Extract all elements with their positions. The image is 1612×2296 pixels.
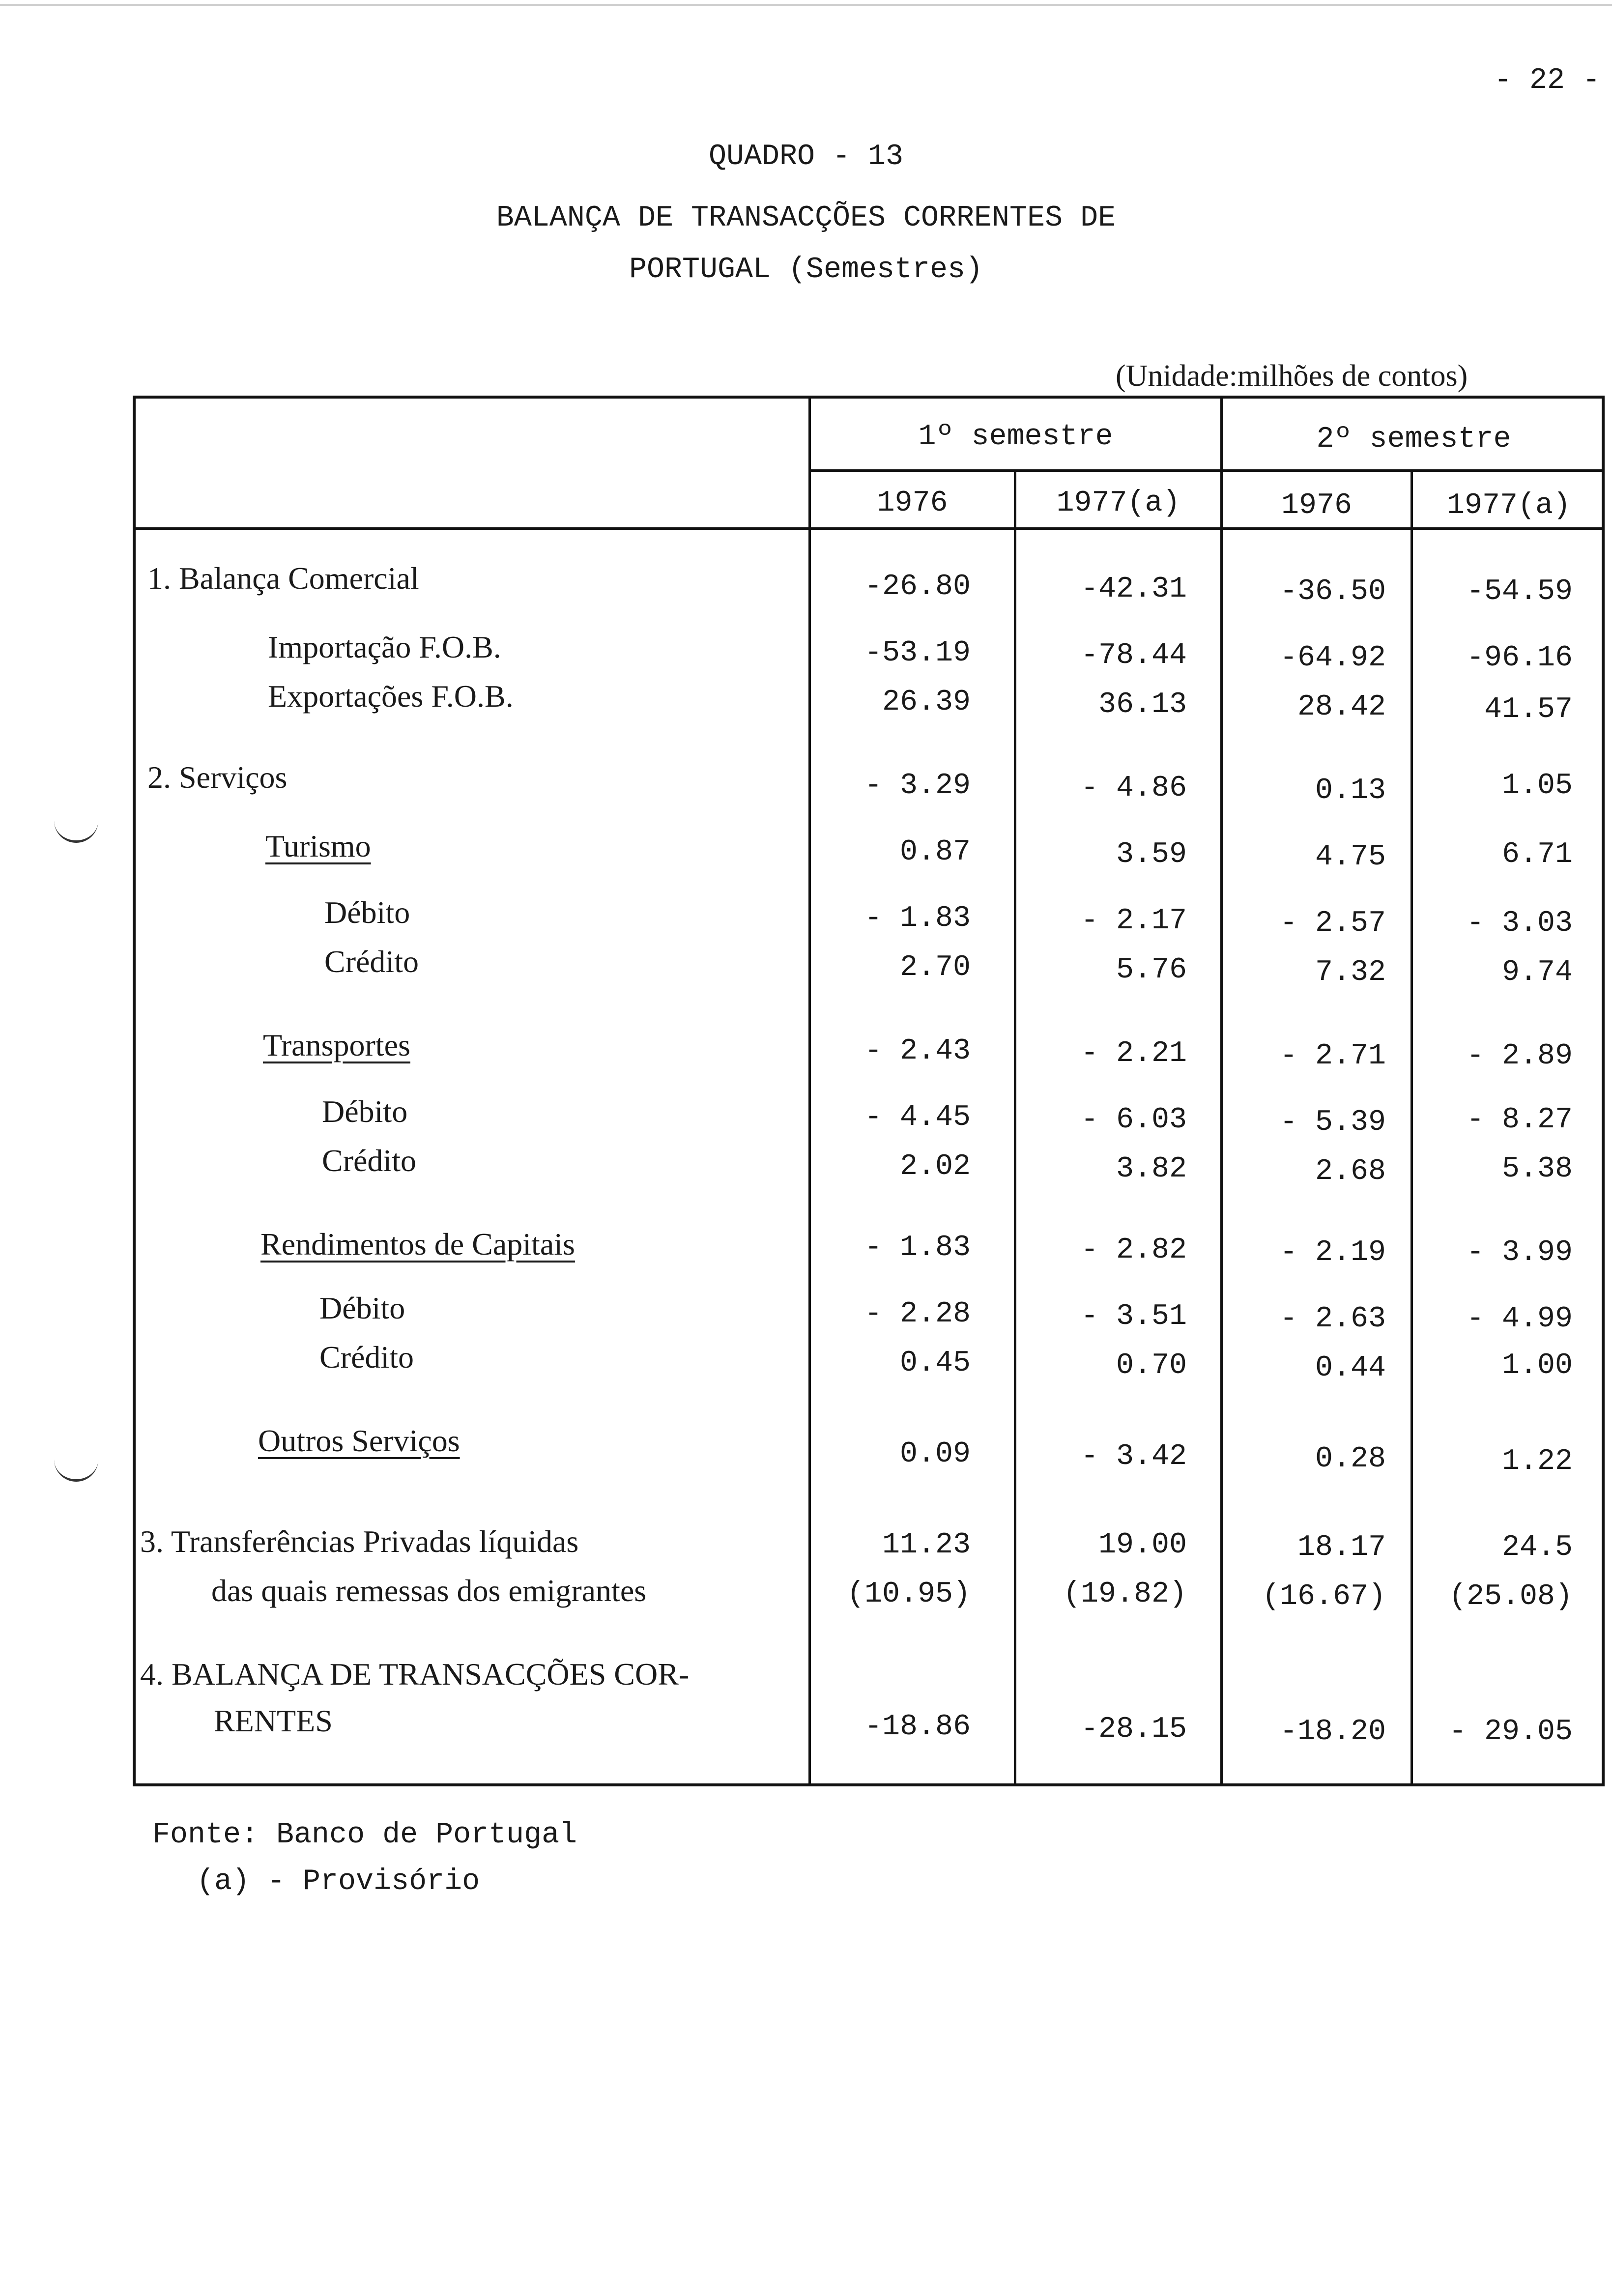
cell-value: - 6.03 (1080, 1103, 1187, 1137)
row-label-credit: Crédito (319, 1340, 414, 1375)
cell-value: - 29.05 (1448, 1715, 1573, 1749)
cell-value: - 3.29 (864, 769, 971, 803)
row-label-imports: Importação F.O.B. (268, 630, 501, 664)
table-title-line2: PORTUGAL (Semestres) (629, 253, 983, 287)
col-divider (1014, 469, 1016, 1786)
header-year: 1977(a) (1056, 487, 1180, 520)
row-label-transport: Transportes (263, 1028, 410, 1062)
cell-value: 3.59 (1116, 838, 1187, 871)
row-label-trade-balance: 1. Balança Comercial (147, 561, 419, 596)
cell-value: - 5.39 (1279, 1106, 1386, 1139)
cell-value: -18.20 (1279, 1715, 1386, 1749)
cell-value: - 2.71 (1279, 1039, 1386, 1073)
cell-value: 26.39 (882, 686, 971, 719)
header-bottom-line (133, 527, 1605, 530)
row-label-tourism: Turismo (265, 829, 371, 863)
cell-value: - 2.17 (1080, 904, 1187, 938)
row-label-capital-income: Rendimentos de Capitais (260, 1227, 575, 1262)
cell-value: (16.67) (1262, 1580, 1386, 1613)
cell-value: 41.57 (1484, 693, 1573, 726)
cell-value: -53.19 (864, 636, 971, 670)
cell-value: 1.00 (1501, 1349, 1573, 1382)
cell-value: - 3.42 (1080, 1440, 1187, 1473)
cell-value: - 4.99 (1466, 1302, 1573, 1336)
cell-value: - 1.83 (864, 902, 971, 935)
row-label-emigrant-remittances: das quais remessas dos emigrantes (211, 1573, 647, 1608)
cell-value: 19.00 (1098, 1528, 1187, 1562)
cell-value: -36.50 (1279, 575, 1386, 608)
cell-value: - 2.19 (1279, 1236, 1386, 1269)
cell-value: 18.17 (1297, 1531, 1386, 1564)
punch-hole-mark (54, 1452, 98, 1482)
cell-value: 6.71 (1501, 838, 1573, 871)
scan-top-edge (0, 4, 1612, 6)
cell-value: -42.31 (1080, 573, 1187, 606)
cell-value: (10.95) (846, 1578, 971, 1611)
row-label-current-account: 4. BALANÇA DE TRANSACÇÕES COR- (140, 1657, 690, 1692)
cell-value: - 3.03 (1466, 907, 1573, 940)
header-year: 1976 (877, 487, 948, 520)
cell-value: -64.92 (1279, 641, 1386, 675)
cell-value: - 4.45 (864, 1101, 971, 1134)
cell-value: 5.38 (1501, 1152, 1573, 1186)
row-label-current-account-cont: RENTES (214, 1703, 333, 1738)
cell-value: 1.05 (1501, 769, 1573, 803)
cell-value: - 4.86 (1080, 772, 1187, 805)
cell-value: -18.86 (864, 1710, 971, 1744)
row-label-credit: Crédito (322, 1143, 416, 1178)
cell-value: (25.08) (1448, 1580, 1573, 1613)
cell-value: - 2.57 (1279, 907, 1386, 940)
header-first-semester: 1º semestre (918, 420, 1113, 454)
cell-value: - 2.21 (1080, 1037, 1187, 1070)
unit-note: (Unidade:milhões de contos) (1116, 359, 1468, 393)
cell-value: - 3.51 (1080, 1300, 1187, 1333)
cell-value: 11.23 (882, 1528, 971, 1562)
cell-value: 9.74 (1501, 956, 1573, 989)
cell-value: 0.09 (899, 1437, 971, 1471)
cell-value: 36.13 (1098, 688, 1187, 721)
source-note: Fonte: Banco de Portugal (152, 1818, 577, 1852)
header-year: 1977(a) (1446, 489, 1571, 522)
row-label-debit: Débito (319, 1291, 405, 1325)
cell-value: 7.32 (1315, 956, 1386, 989)
table-number: QUADRO - 13 (708, 140, 904, 173)
cell-value: 2.68 (1315, 1155, 1386, 1188)
cell-value: 2.70 (899, 951, 971, 984)
cell-value: - 8.27 (1466, 1103, 1573, 1137)
cell-value: - 1.83 (864, 1231, 971, 1264)
cell-value: 0.45 (899, 1347, 971, 1380)
cell-value: 0.87 (899, 835, 971, 869)
row-label-exports: Exportações F.O.B. (268, 679, 514, 714)
cell-value: (19.82) (1063, 1578, 1187, 1611)
cell-value: 0.28 (1315, 1442, 1386, 1476)
cell-value: -28.15 (1080, 1713, 1187, 1746)
cell-value: -96.16 (1466, 641, 1573, 675)
cell-value: 4.75 (1315, 840, 1386, 874)
table-title-line1: BALANÇA DE TRANSACÇÕES CORRENTES DE (496, 201, 1116, 235)
cell-value: -78.44 (1080, 639, 1187, 672)
cell-value: 3.82 (1116, 1152, 1187, 1186)
cell-value: 5.76 (1116, 953, 1187, 987)
row-label-debit: Débito (322, 1094, 408, 1129)
row-label-credit: Crédito (324, 944, 419, 979)
cell-value: 24.5 (1501, 1531, 1573, 1564)
cell-value: - 3.99 (1466, 1236, 1573, 1269)
page-number: - 22 - (1494, 64, 1601, 97)
cell-value: -54.59 (1466, 575, 1573, 608)
row-label-services: 2. Serviços (147, 760, 288, 795)
punch-hole-mark (54, 813, 98, 843)
provisional-note: (a) - Provisório (197, 1865, 480, 1898)
cell-value: -26.80 (864, 570, 971, 603)
cell-value: 0.44 (1315, 1351, 1386, 1385)
cell-value: - 2.43 (864, 1034, 971, 1068)
cell-value: 0.70 (1116, 1349, 1187, 1382)
row-label-debit: Débito (324, 895, 410, 930)
cell-value: - 2.89 (1466, 1039, 1573, 1073)
cell-value: 0.13 (1315, 774, 1386, 807)
row-label-private-transfers: 3. Transferências Privadas líquidas (140, 1524, 579, 1559)
col-divider (1220, 396, 1223, 1786)
header-second-semester: 2º semestre (1316, 423, 1511, 456)
cell-value: - 2.28 (864, 1297, 971, 1331)
cell-value: 28.42 (1297, 690, 1386, 724)
header-year: 1976 (1281, 489, 1353, 522)
header-divider (808, 469, 1605, 472)
cell-value: 1.22 (1501, 1445, 1573, 1478)
row-label-other-services: Outros Serviços (258, 1423, 460, 1458)
cell-value: - 2.82 (1080, 1234, 1187, 1267)
cell-value: 2.02 (899, 1150, 971, 1183)
cell-value: - 2.63 (1279, 1302, 1386, 1336)
